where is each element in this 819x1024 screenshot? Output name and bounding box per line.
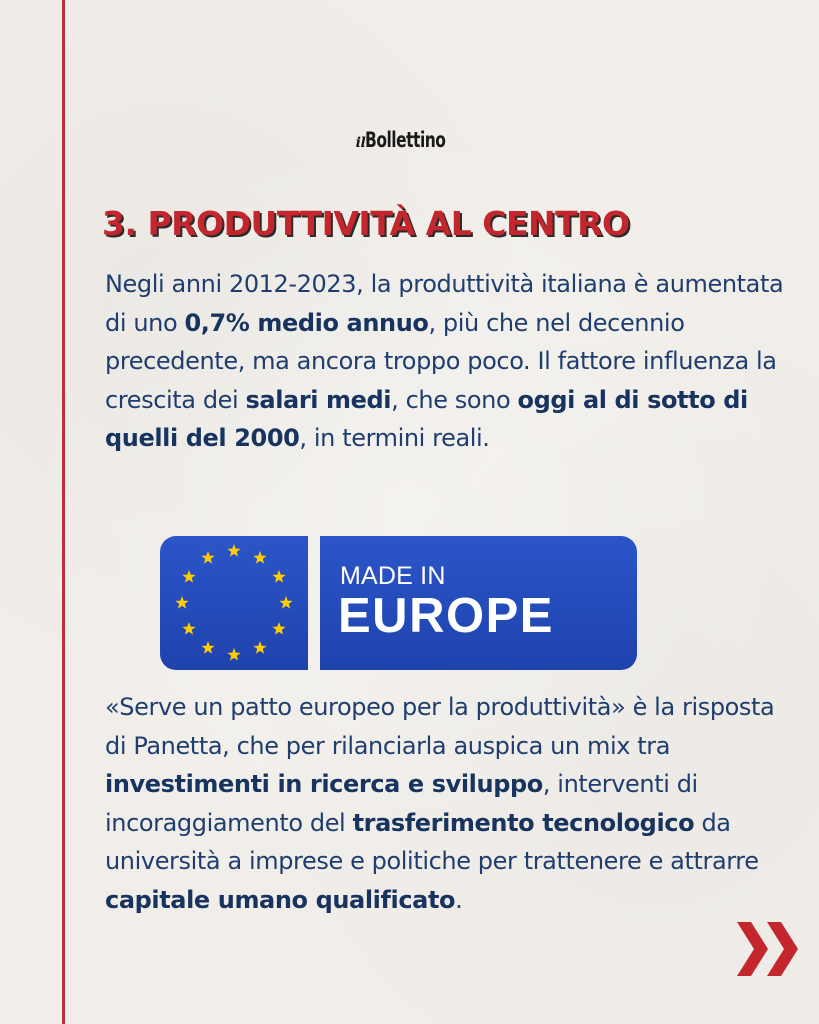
eu-star-icon (182, 570, 195, 583)
eu-star-icon (201, 641, 214, 654)
text-run: , che sono (391, 385, 518, 414)
highlight-run: trasferimento tecnologico (352, 808, 695, 837)
text-run: Negli anni 2012-2023, la produttività italiana è aumentata di uno (105, 270, 784, 337)
made-in-text: MADE IN (340, 562, 446, 590)
logo-name: Bollettino (365, 128, 446, 152)
eu-star-icon (279, 596, 292, 609)
eu-star-icon (253, 551, 266, 564)
eu-stars (160, 536, 308, 670)
double-chevron-right-icon (733, 918, 805, 980)
text-run: «Serve un patto europeo per la produttività» è la risposta di Panetta, che per rilanciarla auspica un mix tra (105, 693, 775, 760)
text-run: , più che nel decennio precedente, ma ancora troppo poco. Il fattore influenza la crescita dei (105, 308, 777, 414)
made-in-europe-banner (160, 536, 637, 670)
eu-star-icon (182, 622, 195, 635)
text-run: , interventi di incoraggiamento del (105, 770, 698, 837)
eu-flag (160, 536, 308, 670)
eu-star-icon (253, 641, 266, 654)
eu-star-icon (227, 544, 240, 557)
highlight-run: 0,7% medio annuo (184, 308, 429, 337)
next-slide-button[interactable] (733, 918, 805, 980)
text-run: da università a imprese e politiche per trattenere e attrarre (105, 808, 759, 875)
eu-star-icon (272, 570, 285, 583)
text-run: . (455, 885, 463, 914)
highlight-run: oggi al di sotto di quelli del 2000 (105, 385, 748, 452)
europe-text: EUROPE (338, 589, 554, 643)
text-run: , in termini reali. (299, 424, 490, 452)
left-accent-line (62, 0, 65, 1024)
section-heading: 3. PRODUTTIVITÀ AL CENTRO (102, 204, 630, 243)
eu-star-icon (201, 551, 214, 564)
highlight-run: salari medi (245, 385, 392, 414)
paragraph-panetta (105, 688, 795, 919)
highlight-run: investimenti in ricerca e sviluppo (105, 770, 543, 798)
logo-prefix: il (355, 135, 366, 151)
made-in-europe-label (320, 536, 637, 670)
eu-star-icon (227, 648, 240, 661)
eu-star-icon (272, 622, 285, 635)
highlight-run: capitale umano qualificato (105, 885, 456, 914)
brand-logo (0, 128, 819, 152)
paragraph-productivity (105, 265, 795, 458)
eu-star-icon (175, 596, 188, 609)
